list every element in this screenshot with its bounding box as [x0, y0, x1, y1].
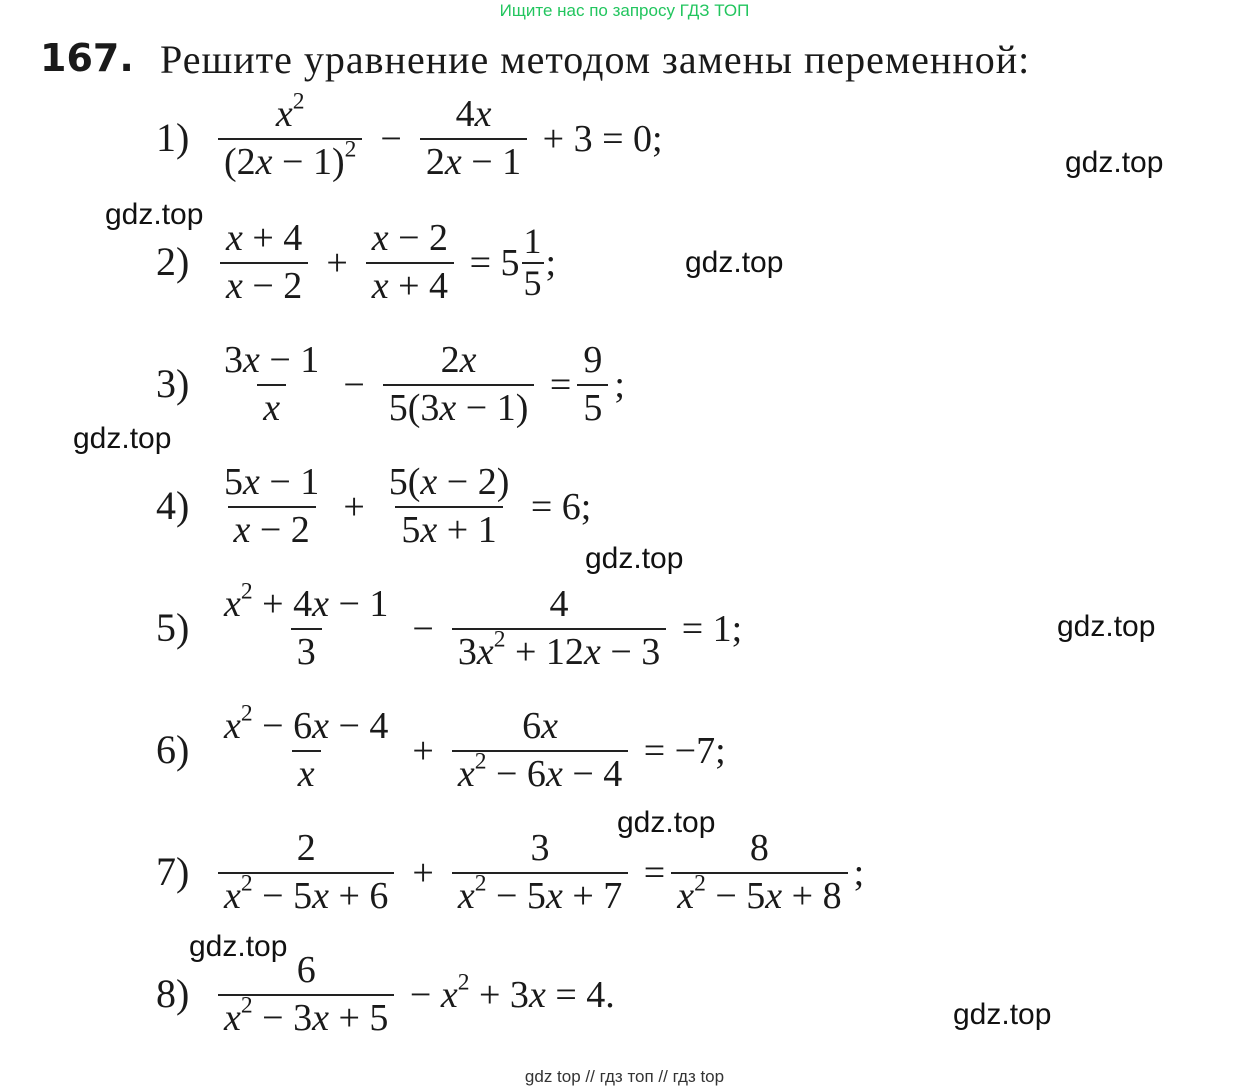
item-label-7: 7)	[156, 849, 190, 894]
item-label-8: 8)	[156, 971, 190, 1016]
item-label-1: 1)	[156, 115, 190, 160]
watermark: gdz.top	[73, 422, 172, 455]
watermark: gdz.top	[1065, 146, 1164, 179]
item-label-2: 2)	[156, 239, 190, 284]
equation-1: $\frac{x^2}{(2x - 1)^2}$ − $\frac{4x}{2x - 1}$ + 3 = 0;	[212, 94, 663, 184]
watermark: gdz.top	[1057, 610, 1156, 643]
problem-number: 167.	[40, 36, 134, 80]
equation-8: $\frac{6}{x^2 - 3x + 5}$ − $x^2 + 3x = 4$.	[212, 950, 615, 1040]
footer-links[interactable]: gdz top // гдз топ // гдз top	[524, 1067, 725, 1086]
problem-statement: Решите уравнение методом замены переменной:	[160, 37, 1031, 82]
item-label-4: 4)	[156, 483, 190, 528]
equation-2: $\frac{x + 4}{x - 2}$ + $\frac{x - 2}{x + 4}$ = 5 $\frac{1}{5}$ ;	[214, 218, 556, 308]
equation-6: $\frac{x^2 - 6x - 4}{x}$ + $\frac{6x}{x^2 - 6x - 4}$ = −7;	[224, 700, 726, 795]
watermark: gdz.top	[585, 542, 684, 575]
watermark: gdz.top	[105, 198, 204, 231]
item-label-3: 3)	[156, 361, 190, 406]
watermark: gdz.top	[685, 246, 784, 279]
watermark: gdz.top	[189, 930, 288, 963]
equation-7: $\frac{2}{x^2 - 5x + 6}$ + $\frac{3}{x^2 - 5x + 7}$ = $\frac{8}{x^2 - 5x + 8}$ ;	[212, 828, 864, 918]
top-search-link[interactable]: Ищите нас по запросу ГДЗ ТОП	[499, 1, 750, 20]
watermark: gdz.top	[617, 806, 716, 839]
equation-5: $\frac{x^2 + 4x - 1}{3}$ − $\frac{4}{3x^2 + 12x - 3}$ = 1;	[224, 578, 743, 673]
item-label-5: 5)	[156, 605, 190, 650]
equation-3: $\frac{3x - 1}{x}$ − $\frac{2x}{5(3x - 1)}$ = $\frac{9}{5}$ ;	[224, 339, 625, 429]
equation-4: $\frac{5x - 1}{x - 2}$ + $\frac{5(x - 2)}{5x + 1}$ = 6;	[224, 461, 592, 551]
watermark: gdz.top	[953, 998, 1052, 1031]
item-label-6: 6)	[156, 727, 190, 772]
